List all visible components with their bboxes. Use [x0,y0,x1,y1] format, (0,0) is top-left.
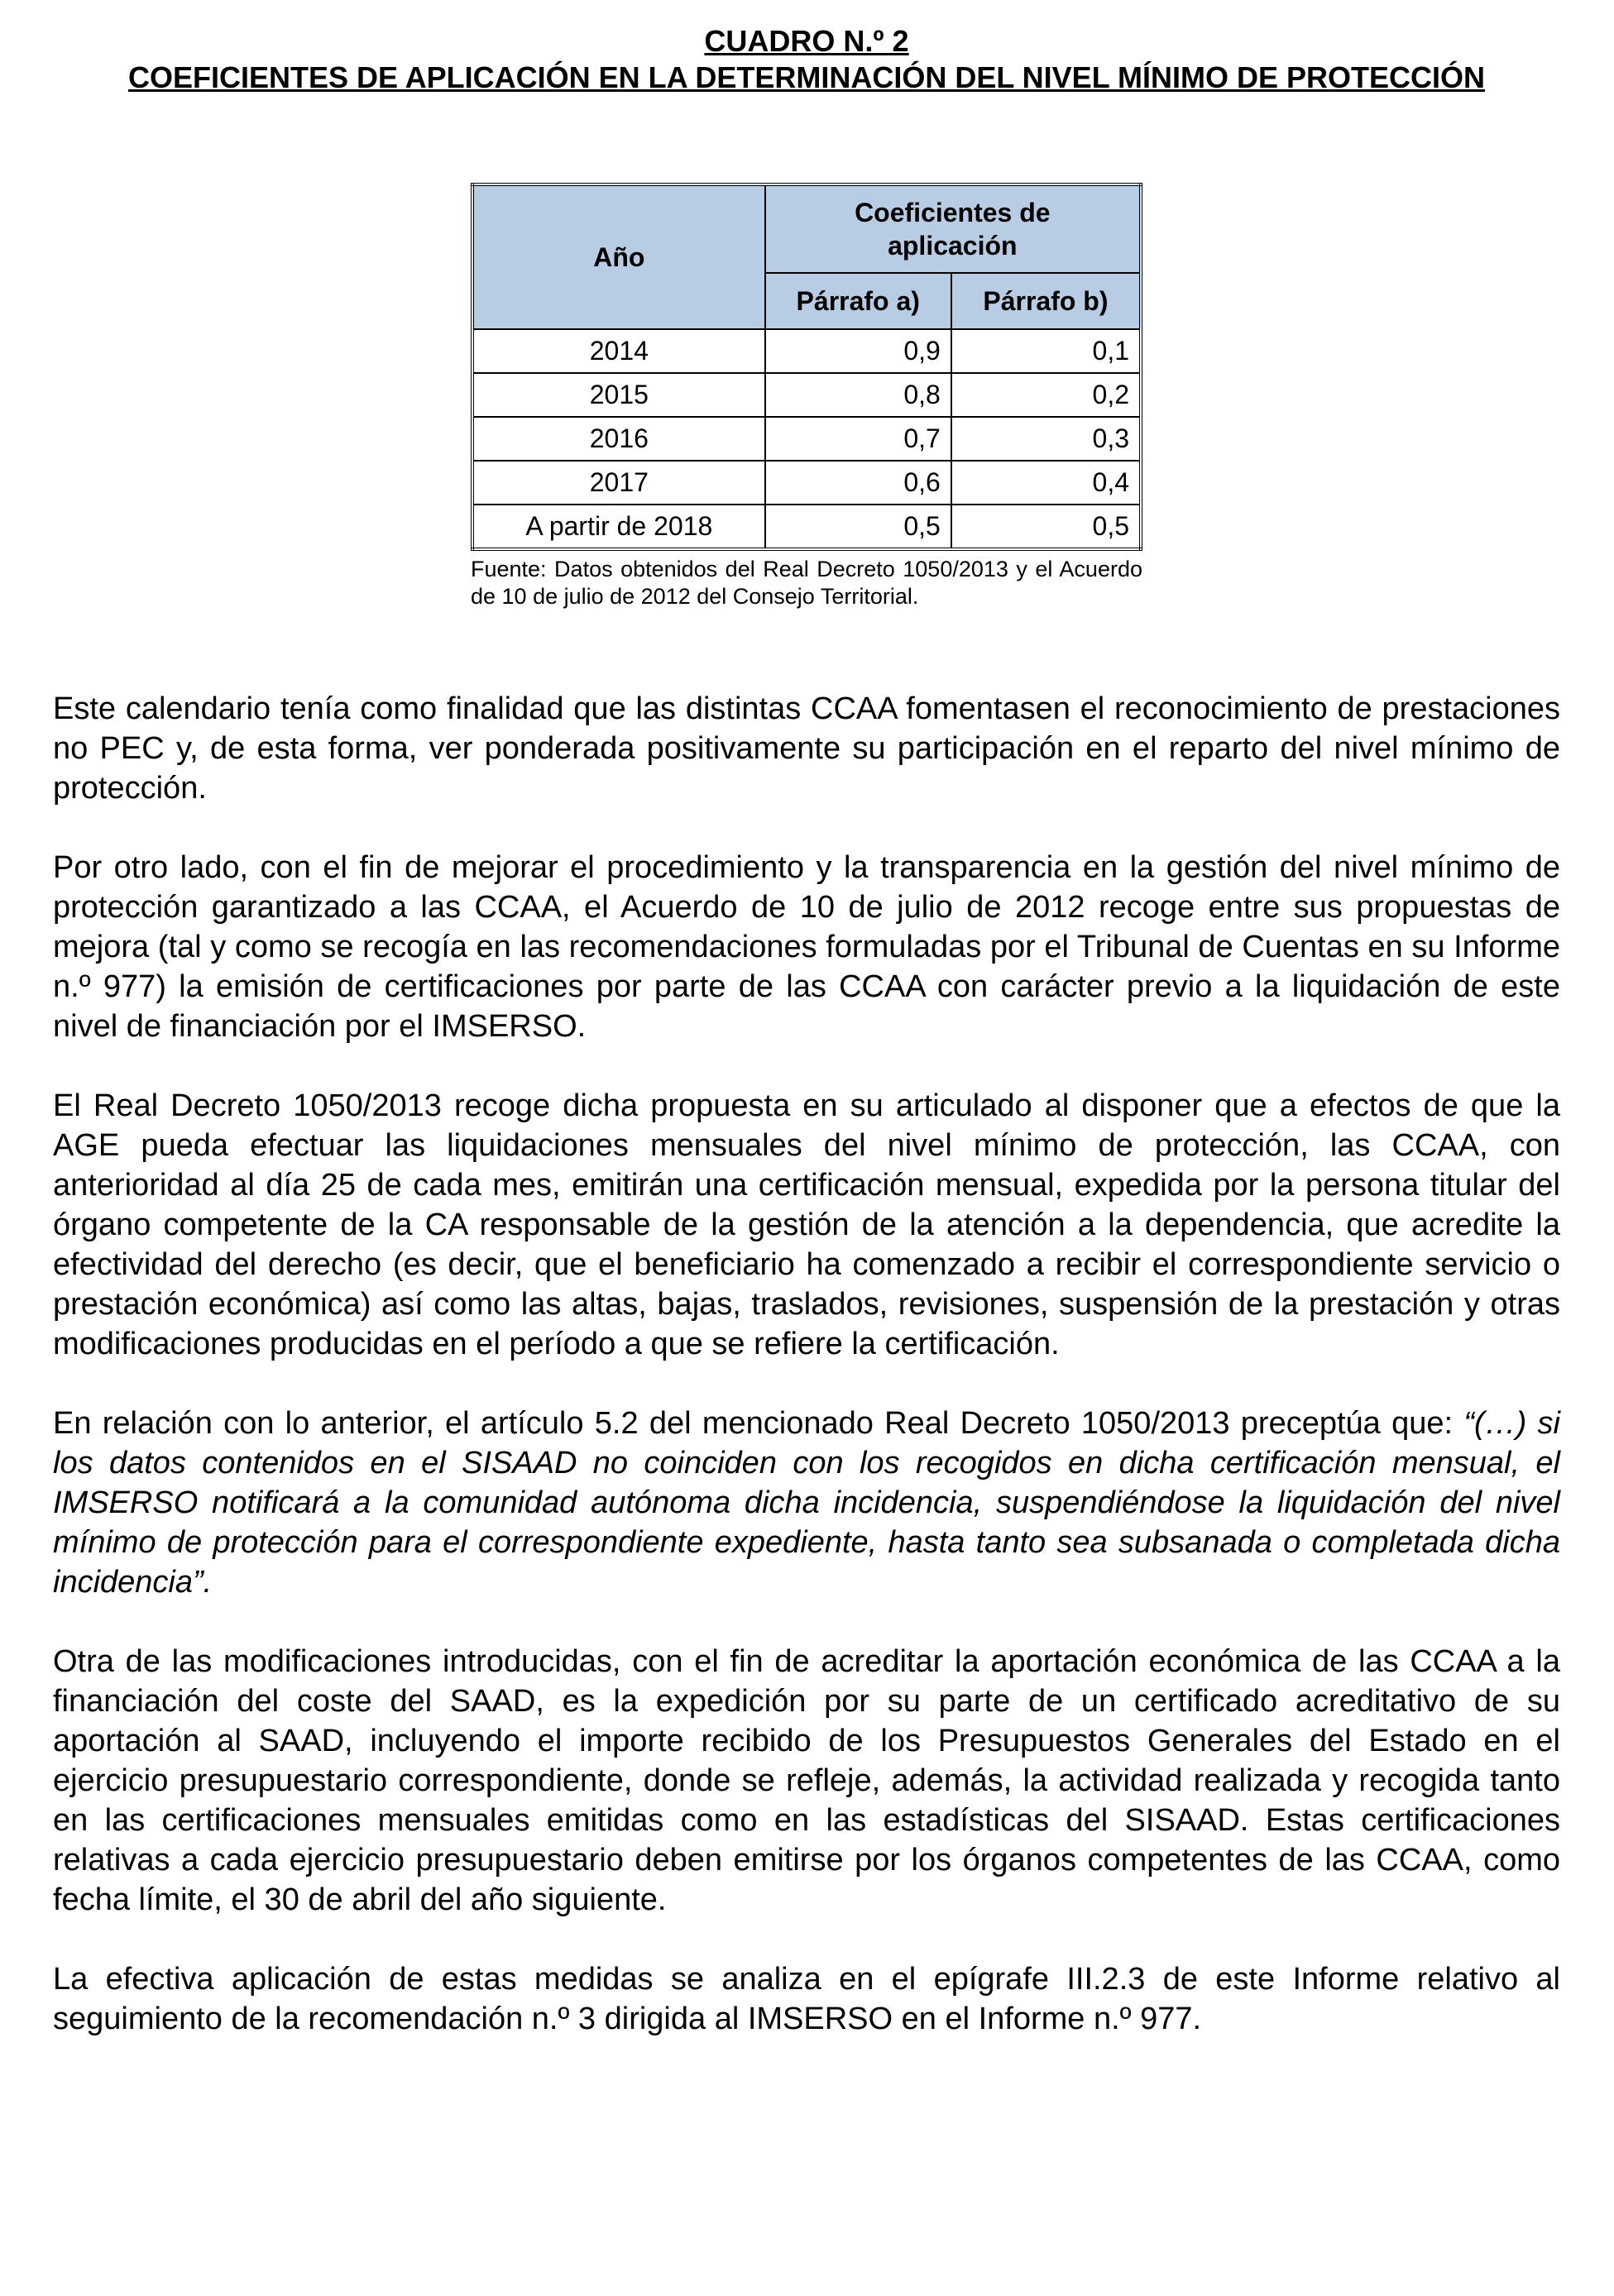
cell-parrafo-b: 0,3 [951,417,1141,461]
paragraph-4-quote: “(…) si los datos contenidos en el SISAAD no coinciden con los recogidos en dicha certificación mensual, el IMSERSO notificará a la comunidad autónoma dicha incidencia, suspendiéndose la liquidación del nivel mínimo de protección para el correspondiente expediente, hasta tanto sea subsanada o completada dicha incidencia”. [53,1406,1560,1600]
title-line-2: COEFICIENTES DE APLICACIÓN EN LA DETERMINACIÓN DEL NIVEL MÍNIMO DE PROTECCIÓN [127,60,1486,94]
cell-year: A partir de 2018 [472,505,765,549]
document-title [53,23,1560,96]
header-coefficients: Coeficientes de aplicación [765,184,1141,273]
cell-year: 2014 [472,329,765,373]
paragraph-4-intro: En relación con lo anterior, el artículo 5.2 del mencionado Real Decreto 1050/2013 preceptúa que: [53,1406,1464,1441]
header-parrafo-a: Párrafo a) [765,273,951,329]
document-page [53,23,1560,2036]
cell-parrafo-b: 0,5 [951,505,1141,549]
table-source-note: Fuente: Datos obtenidos del Real Decreto 1050/2013 y el Acuerdo de 10 de julio de 2012 del Consejo Territorial. [471,557,1142,609]
paragraph-3: El Real Decreto 1050/2013 recoge dicha propuesta en su articulado al disponer que a efectos de que la AGE pueda efectuar las liquidaciones mensuales del nivel mínimo de protección, las CCAA, con anterioridad al día 25 de cada mes, emitirán una certificación mensual, expedida por la persona titular del órgano competente de la CA responsable de la gestión de la atención a la dependencia, que acredite la efectividad del derecho (es decir, que el beneficiario ha comenzado a recibir el correspondiente servicio o prestación económica) así como las altas, bajas, traslados, revisiones, suspensión de la prestación y otras modificaciones producidas en el período a que se refiere la certificación. [53,1088,1560,1361]
coefficients-table-block [471,183,1142,633]
header-parrafo-b: Párrafo b) [951,273,1141,329]
cell-parrafo-b: 0,2 [951,373,1141,417]
coefficients-table [471,183,1142,551]
cell-parrafo-a: 0,8 [765,373,951,417]
cell-parrafo-a: 0,7 [765,417,951,461]
body-text [53,689,1560,2078]
table-row [472,505,1141,549]
cell-parrafo-b: 0,4 [951,461,1141,505]
table-row [472,417,1141,461]
cell-parrafo-a: 0,9 [765,329,951,373]
paragraph-5: Otra de las modificaciones introducidas, con el fin de acreditar la aportación económica de las CCAA a la financiación del coste del SAAD, es la expedición por su parte de un certificado acreditativo de su aportación al SAAD, incluyendo el importe recibido de los Presupuestos Generales del Estado en el ejercicio presupuestario correspondiente, donde se refleje, además, la actividad realizada y recogida tanto en las certificaciones mensuales emitidas como en las estadísticas del SISAAD. Estas certificaciones relativas a cada ejercicio presupuestario deben emitirse por los órganos competentes de las CCAA, como fecha límite, el 30 de abril del año siguiente. [53,1644,1560,1917]
table-row [472,373,1141,417]
cell-parrafo-a: 0,6 [765,461,951,505]
paragraph-6: La efectiva aplicación de estas medidas se analiza en el epígrafe III.2.3 de este Informe relativo al seguimiento de la recomendación n.º 3 dirigida al IMSERSO en el Informe n.º 977. [53,1962,1560,2036]
paragraph-1: Este calendario tenía como finalidad que las distintas CCAA fomentasen el reconocimiento de prestaciones no PEC y, de esta forma, ver ponderada positivamente su participación en el reparto del nivel mínimo de protección. [53,691,1560,806]
paragraph-4 [53,1404,1560,1602]
header-year: Año [472,184,765,329]
cell-year: 2016 [472,417,765,461]
cell-year: 2017 [472,461,765,505]
cell-year: 2015 [472,373,765,417]
paragraph-2: Por otro lado, con el fin de mejorar el procedimiento y la transparencia en la gestión del nivel mínimo de protección garantizado a las CCAA, el Acuerdo de 10 de julio de 2012 recoge entre sus propuestas de mejora (tal y como se recogía en las recomendaciones formuladas por el Tribunal de Cuentas en su Informe n.º 977) la emisión de certificaciones por parte de las CCAA con carácter previo a la liquidación de este nivel de financiación por el IMSERSO. [53,850,1560,1044]
title-line-1: CUADRO N.º 2 [704,24,909,58]
table-row [472,461,1141,505]
cell-parrafo-a: 0,5 [765,505,951,549]
table-row [472,329,1141,373]
cell-parrafo-b: 0,1 [951,329,1141,373]
